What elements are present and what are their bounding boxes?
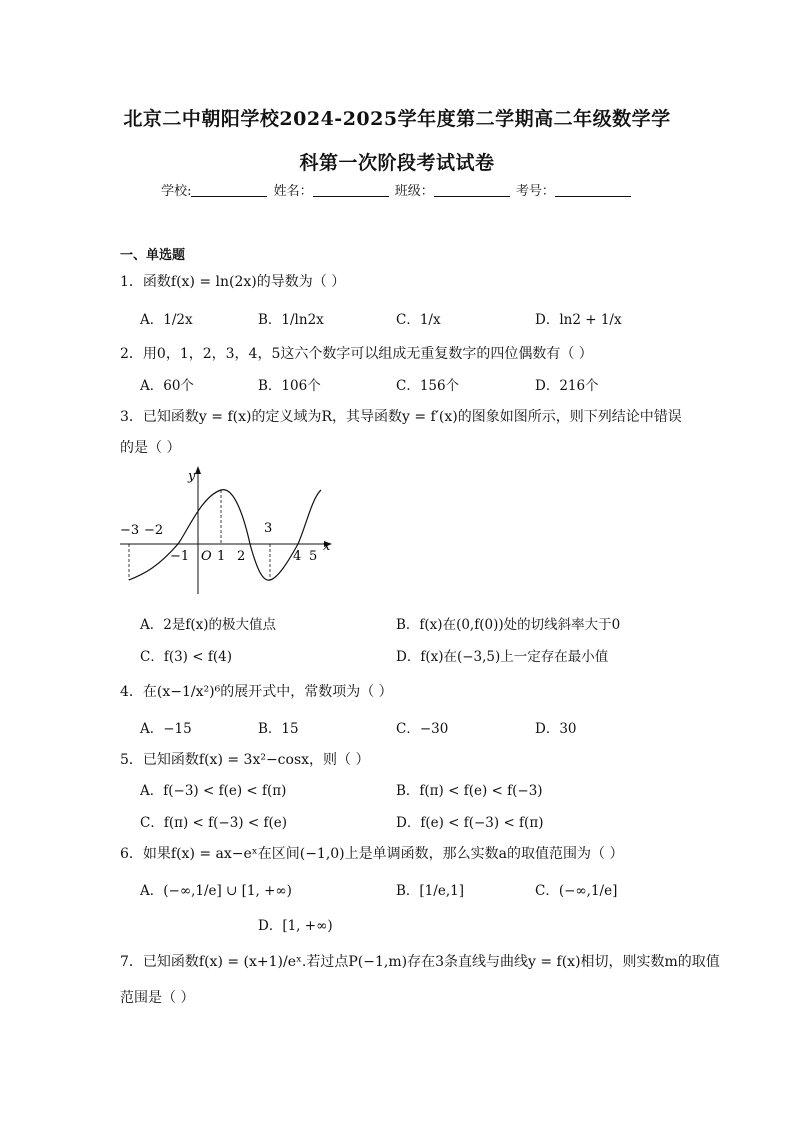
school-label: 学校:	[161, 184, 192, 199]
question-5-option-a[interactable]: A．f(−3) < f(e) < f(π)	[140, 783, 287, 799]
tick-label-2: 2	[237, 549, 246, 564]
question-1-option-b[interactable]: B．1/ln2x	[258, 312, 324, 328]
question-4-option-d[interactable]: D．30	[535, 721, 577, 737]
section-title: 一、单选题	[120, 248, 186, 263]
question-5-option-b[interactable]: B．f(π) < f(e) < f(−3)	[396, 783, 543, 799]
question-3-option-a[interactable]: A．2是f(x)的极大值点	[140, 617, 276, 633]
tick-label-3: 3	[264, 521, 273, 536]
tick-label-4: 4	[293, 549, 302, 564]
question-6-option-b[interactable]: B．[1/e,1]	[396, 883, 464, 899]
question-2-option-d[interactable]: D．216个	[535, 378, 599, 394]
exam-title-line2: 科第一次阶段考试试卷	[299, 152, 495, 174]
question-6-stem: 6．如果f(x) = ax−eˣ在区间(−1,0)上是单调函数，那么实数a的取值范围为（ ）	[120, 846, 624, 862]
question-1-option-d[interactable]: D．ln2 + 1/x	[535, 312, 622, 328]
question-6-option-c[interactable]: C．(−∞,1/e]	[535, 883, 618, 899]
question-5-stem: 5．已知函数f(x) = 3x²−cosx，则（ ）	[120, 752, 370, 768]
question-4-option-b[interactable]: B．15	[258, 721, 299, 737]
class-blank[interactable]	[434, 184, 510, 197]
y-axis-label: y	[188, 469, 196, 484]
class-label: 班级：	[394, 184, 434, 199]
exam-number-label: 考号：	[515, 184, 555, 199]
question-1-option-c[interactable]: C．1/x	[396, 312, 441, 328]
question-6-option-d[interactable]: D．[1, +∞)	[258, 918, 333, 934]
question-2-option-a[interactable]: A．60个	[140, 378, 194, 394]
question-4-stem: 4．在(x−1/x²)⁶的展开式中，常数项为（ ）	[120, 684, 393, 700]
name-blank[interactable]	[313, 184, 389, 197]
y-axis-arrow	[195, 466, 201, 474]
question-4-option-c[interactable]: C．−30	[396, 721, 449, 737]
exam-title-line1: 北京二中朝阳学校2024-2025学年度第二学期高二年级数学学	[123, 108, 671, 130]
question-1-stem: 1．函数f(x) = ln(2x)的导数为（ ）	[120, 274, 346, 290]
question-7-stem-line1: 7．已知函数f(x) = (x+1)/eˣ.若过点P(−1,m)存在3条直线与曲线y = f(x)相切，则实数m的取值	[120, 954, 720, 970]
question-3-stem-line1: 3．已知函数y = f(x)的定义域为R，其导函数y = f′(x)的图象如图所示，则下列结论中错误	[120, 409, 682, 425]
question-2-option-b[interactable]: B．106个	[258, 378, 321, 394]
question-4-option-a[interactable]: A．−15	[140, 721, 192, 737]
tick-label-5: 5	[309, 549, 318, 564]
tick-label-1: 1	[217, 549, 226, 564]
school-blank[interactable]	[191, 184, 267, 197]
tick-label-minus2: −2	[144, 523, 164, 538]
question-7-stem-line2: 范围是（ ）	[120, 990, 195, 1006]
question-5-option-d[interactable]: D．f(e) < f(−3) < f(π)	[396, 815, 544, 831]
question-3-stem-line2: 的是（ ）	[120, 440, 181, 456]
question-6-option-a[interactable]: A．(−∞,1/e] ∪ [1, +∞)	[140, 883, 292, 899]
name-label: 姓名：	[273, 184, 313, 199]
question-3-option-d[interactable]: D．f(x)在(−3,5)上一定存在最小值	[396, 649, 609, 665]
question-3-option-b[interactable]: B．f(x)在(0,f(0))处的切线斜率大于0	[396, 617, 621, 633]
question-2-option-c[interactable]: C．156个	[396, 378, 460, 394]
question-3-option-c[interactable]: C．f(3) < f(4)	[140, 649, 232, 665]
origin-label: O	[201, 549, 212, 564]
question-1-option-a[interactable]: A．1/2x	[140, 312, 193, 328]
derivative-graph	[116, 462, 336, 602]
question-2-stem: 2．用0，1，2，3，4，5这六个数字可以组成无重复数字的四位偶数有（ ）	[120, 346, 593, 362]
student-info-row	[0, 180, 794, 199]
tick-label-minus1: −1	[170, 549, 190, 564]
x-axis-label: x	[323, 539, 331, 554]
exam-number-blank[interactable]	[555, 184, 631, 197]
question-5-option-c[interactable]: C．f(π) < f(−3) < f(e)	[140, 815, 287, 831]
tick-label-minus3: −3	[120, 523, 140, 538]
